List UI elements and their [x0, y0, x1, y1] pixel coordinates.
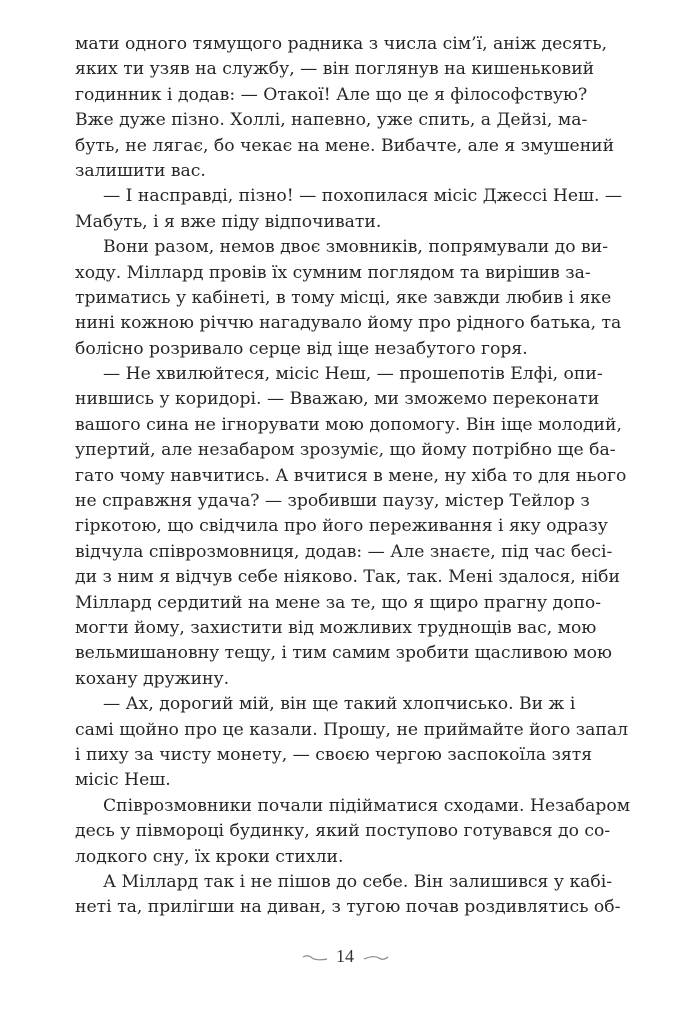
text-line: могти йому, захистити від можливих труднощів вас, мою: [75, 617, 597, 638]
page-number: 14: [336, 946, 354, 966]
text-line: гато чому навчитись. А вчитися в мене, ну хіба то для нього: [75, 465, 627, 486]
text-line: мати одного тямущого радника з числа сім’ї, аніж десять,: [75, 34, 608, 54]
text-line: гіркотою, що свідчила про його переживання і яку одразу: [75, 516, 608, 537]
text-line: лодкого сну, їх кроки стихли.: [75, 846, 344, 867]
text-line: болісно розривало серце від іще незабутого горя.: [75, 338, 528, 359]
text-line: годинник і додав: — Отакої! Але що це я філософствую?: [75, 84, 588, 105]
left-ornament-icon: [302, 953, 328, 963]
page-footer: [0, 946, 690, 967]
text-line: нині кожною річчю нагадувало йому про рідного батька, та: [75, 313, 622, 334]
text-line: — Не хвилюйтеся, місіс Неш, — прошепотів Елфі, опи-: [103, 364, 603, 385]
text-line: А Міллард так і не пішов до себе. Він залишився у кабі-: [103, 871, 613, 892]
text-line: Мабуть, і я вже піду відпочивати.: [75, 211, 382, 232]
body-text: [75, 32, 631, 921]
text-line: — І насправді, пізно! — похопилася місіс Джессі Неш. —: [103, 186, 623, 207]
text-line: відчула співрозмовниця, додав: — Але знаєте, під час бесі-: [75, 541, 613, 562]
text-line: Вже дуже пізно. Холлі, напевно, уже спить, а Дейзі, ма-: [75, 110, 588, 131]
text-line: Співрозмовники почали підійматися сходами. Незабаром: [103, 795, 631, 816]
text-line: кохану дружину.: [75, 668, 230, 689]
text-line: триматись у кабінеті, в тому місці, яке завжди любив і яке: [75, 287, 612, 308]
text-line: залишити вас.: [75, 160, 206, 181]
text-line: і пиху за чисту монету, — своєю чергою заспокоїла зятя: [75, 744, 593, 765]
text-line: яких ти узяв на службу, — він поглянув на кишеньковий: [75, 59, 595, 80]
right-ornament-icon: [363, 953, 389, 963]
text-line: ходу. Міллард провів їх сумним поглядом та вирішив за-: [75, 262, 591, 283]
text-line: вашого сина не ігнорувати мою допомогу. Він іще молодий,: [75, 414, 622, 435]
text-line: ди з ним я відчув себе ніяково. Так, так. Мені здалося, ніби: [75, 567, 620, 588]
text-line: Вони разом, немов двоє змовників, попрямували до ви-: [103, 237, 609, 258]
text-line: неті та, прилігши на диван, з тугою почав роздивлятись об-: [75, 897, 621, 918]
text-line: нившись у коридорі. — Вважаю, ми зможемо переконати: [75, 389, 600, 410]
text-line: десь у півмороці будинку, який поступово готувався до со-: [75, 821, 611, 842]
text-line: самі щойно про це казали. Прошу, не приймайте його запал: [75, 719, 629, 740]
text-line: Міллард сердитий на мене за те, що я щиро прагну допо-: [75, 592, 602, 613]
text-line: вельмишановну тещу, і тим самим зробити щасливою мою: [75, 643, 612, 664]
text-line: місіс Неш.: [75, 770, 171, 791]
text-line: буть, не лягає, бо чекає на мене. Вибачте, але я змушений: [75, 135, 615, 156]
text-line: — Ах, дорогий мій, він ще такий хлопчисько. Ви ж і: [103, 694, 576, 715]
text-line: не справжня удача? — зробивши паузу, містер Тейлор з: [75, 491, 590, 512]
text-line: упертий, але незабаром зрозуміє, що йому потрібно ще ба-: [75, 440, 616, 461]
